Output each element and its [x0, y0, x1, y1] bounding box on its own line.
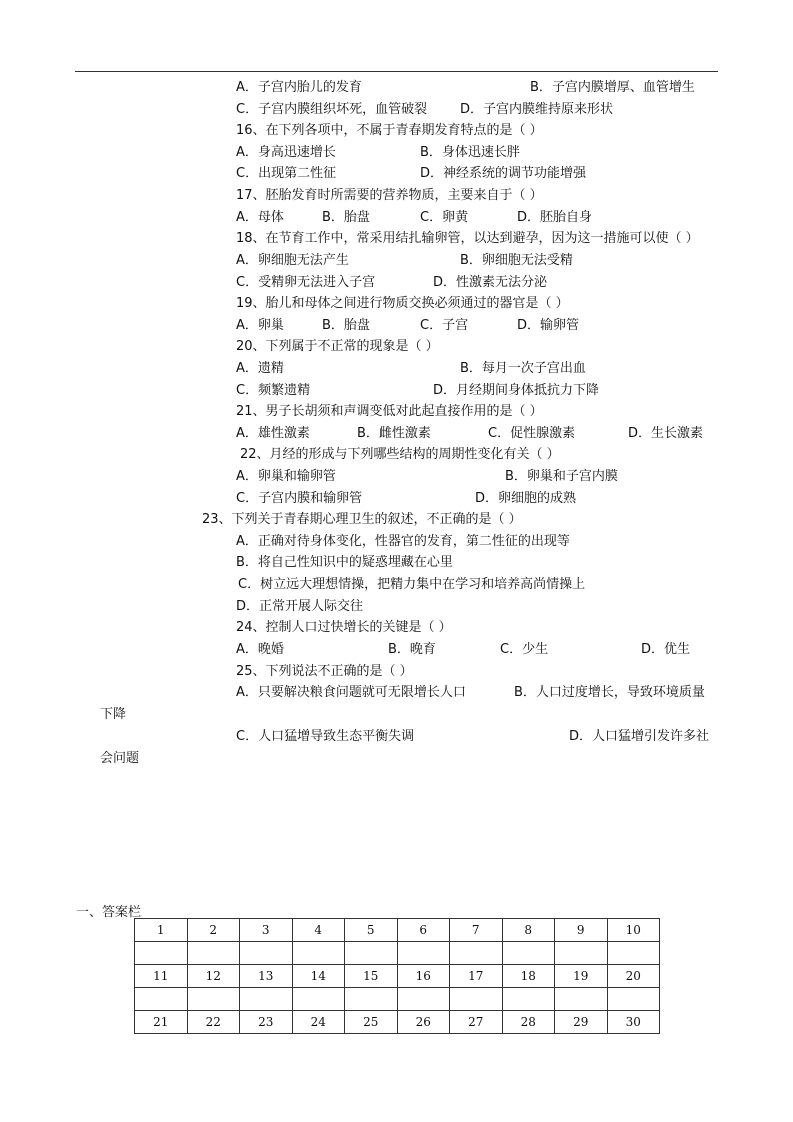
answer-number-cell: 1 [135, 919, 188, 942]
table-row [135, 988, 660, 1011]
option-text: A．身高迅速增长 [236, 145, 336, 160]
answer-blank-cell [187, 942, 240, 965]
answer-blank-cell [450, 942, 503, 965]
option-text-continued: 会问题 [100, 751, 140, 766]
option-text: C．树立远大理想情操，把精力集中在学习和培养高尚情操上 [238, 577, 586, 592]
answer-number-cell: 10 [607, 919, 660, 942]
answer-number-cell: 24 [292, 1011, 345, 1034]
option-text: D．卵细胞的成熟 [475, 491, 577, 506]
answer-blank-cell [502, 942, 555, 965]
answer-number-cell: 15 [345, 965, 398, 988]
question-18: 18、在节育工作中，常采用结扎输卵管，以达到避孕，因为这一措施可以使（ ） [236, 231, 699, 246]
answer-blank-cell [607, 988, 660, 1011]
answer-number-cell: 30 [607, 1011, 660, 1034]
question-23: 23、下列关于青春期心理卫生的叙述，不正确的是（ ） [202, 512, 522, 527]
option-text: B．晚育 [388, 642, 436, 657]
question-21: 21、男子长胡须和声调变低对此起直接作用的是（ ） [236, 404, 543, 419]
option-text: B．身体迅速长胖 [420, 145, 520, 160]
answer-section-title: 一、答案栏 [76, 905, 142, 920]
header-rule [75, 71, 718, 72]
option-text: B．雌性激素 [357, 426, 431, 441]
option-text: D．正常开展人际交往 [236, 599, 364, 614]
answer-blank-cell [345, 988, 398, 1011]
answer-number-cell: 13 [240, 965, 293, 988]
option-text: A．遗精 [236, 361, 284, 376]
answer-number-cell: 17 [450, 965, 503, 988]
option-text: B．卵巢和子宫内膜 [505, 469, 618, 484]
table-row [135, 1011, 660, 1034]
option-text: D．性激素无法分泌 [433, 275, 548, 290]
question-24: 24、控制人口过快增长的关键是（ ） [236, 620, 452, 635]
answer-number-cell: 16 [397, 965, 450, 988]
answer-blank-cell [345, 942, 398, 965]
answer-blank-cell [502, 988, 555, 1011]
answer-blank-cell [397, 942, 450, 965]
question-19: 19、胎儿和母体之间进行物质交换必须通过的器官是（ ） [236, 296, 569, 311]
option-text: C．频繁遗精 [236, 383, 311, 398]
option-text: D．胚胎自身 [517, 210, 593, 225]
answer-number-cell: 2 [187, 919, 240, 942]
option-text: C．卵黄 [420, 210, 469, 225]
answer-number-cell: 7 [450, 919, 503, 942]
answer-number-cell: 5 [345, 919, 398, 942]
option-text: A．晚婚 [236, 642, 284, 657]
answer-number-cell: 18 [502, 965, 555, 988]
answer-blank-cell [135, 942, 188, 965]
option-text: B．卵细胞无法受精 [460, 253, 573, 268]
table-row [135, 942, 660, 965]
option-text: A．卵细胞无法产生 [236, 253, 349, 268]
answer-blank-cell [187, 988, 240, 1011]
answer-number-cell: 11 [135, 965, 188, 988]
answer-blank-cell [292, 988, 345, 1011]
option-text: A．子宫内胎儿的发育 [236, 80, 362, 95]
option-text-continued: 下降 [100, 707, 127, 722]
option-text: A．雄性激素 [236, 426, 310, 441]
answer-number-cell: 23 [240, 1011, 293, 1034]
option-text: A．母体 [236, 210, 284, 225]
option-text: D．生长激素 [628, 426, 704, 441]
answer-number-cell: 9 [555, 919, 608, 942]
option-text: D．优生 [641, 642, 691, 657]
option-text: A．只要解决粮食问题就可无限增长人口 [236, 685, 466, 700]
answer-number-cell: 12 [187, 965, 240, 988]
option-text: B．子宫内膜增厚、血管增生 [530, 80, 695, 95]
answer-table [134, 918, 660, 1034]
option-text: B．人口过度增长，导致环境质量 [514, 685, 705, 700]
answer-blank-cell [555, 988, 608, 1011]
option-text: B．将自己性知识中的疑惑埋藏在心里 [236, 555, 453, 570]
question-20: 20、下列属于不正常的现象是（ ） [236, 339, 439, 354]
option-text: C．子宫内膜和输卵管 [236, 491, 363, 506]
answer-blank-cell [135, 988, 188, 1011]
answer-number-cell: 27 [450, 1011, 503, 1034]
option-text: C．子宫内膜组织坏死，血管破裂 [236, 102, 428, 117]
option-text: D．月经期间身体抵抗力下降 [433, 383, 600, 398]
answer-number-cell: 14 [292, 965, 345, 988]
option-text: D．神经系统的调节功能增强 [420, 166, 587, 181]
answer-number-cell: 26 [397, 1011, 450, 1034]
answer-number-cell: 28 [502, 1011, 555, 1034]
option-text: D．输卵管 [517, 318, 580, 333]
answer-number-cell: 4 [292, 919, 345, 942]
option-text: B．每月一次子宫出血 [460, 361, 586, 376]
answer-blank-cell [397, 988, 450, 1011]
option-text: D．子宫内膜维持原来形状 [460, 102, 614, 117]
answer-blank-cell [240, 942, 293, 965]
option-text: C．出现第二性征 [236, 166, 337, 181]
option-text: C．促性腺激素 [488, 426, 576, 441]
option-text: C．人口猛增导致生态平衡失调 [236, 729, 415, 744]
answer-number-cell: 21 [135, 1011, 188, 1034]
question-16: 16、在下列各项中，不属于青春期发育特点的是（ ） [236, 123, 543, 138]
answer-blank-cell [555, 942, 608, 965]
option-text: A．卵巢和输卵管 [236, 469, 336, 484]
option-text: B．胎盘 [322, 210, 370, 225]
option-text: C．子宫 [420, 318, 469, 333]
answer-number-cell: 19 [555, 965, 608, 988]
question-17: 17、胚胎发育时所需要的营养物质，主要来自于（ ） [236, 188, 543, 203]
answer-number-cell: 29 [555, 1011, 608, 1034]
option-text: D．人口猛增引发许多社 [569, 729, 710, 744]
table-row [135, 919, 660, 942]
answer-blank-cell [240, 988, 293, 1011]
answer-number-cell: 20 [607, 965, 660, 988]
answer-blank-cell [450, 988, 503, 1011]
option-text: A．正确对待身体变化，性器官的发育，第二性征的出现等 [236, 534, 570, 549]
answer-number-cell: 8 [502, 919, 555, 942]
answer-number-cell: 25 [345, 1011, 398, 1034]
question-25: 25、下列说法不正确的是（ ） [236, 664, 413, 679]
option-text: A．卵巢 [236, 318, 284, 333]
option-text: C．受精卵无法进入子宫 [236, 275, 376, 290]
answer-number-cell: 22 [187, 1011, 240, 1034]
answer-blank-cell [607, 942, 660, 965]
answer-number-cell: 6 [397, 919, 450, 942]
question-22: 22、月经的形成与下列哪些结构的周期性变化有关（ ） [240, 447, 560, 462]
table-row [135, 965, 660, 988]
option-text: C．少生 [500, 642, 549, 657]
answer-blank-cell [292, 942, 345, 965]
option-text: B．胎盘 [322, 318, 370, 333]
answer-number-cell: 3 [240, 919, 293, 942]
